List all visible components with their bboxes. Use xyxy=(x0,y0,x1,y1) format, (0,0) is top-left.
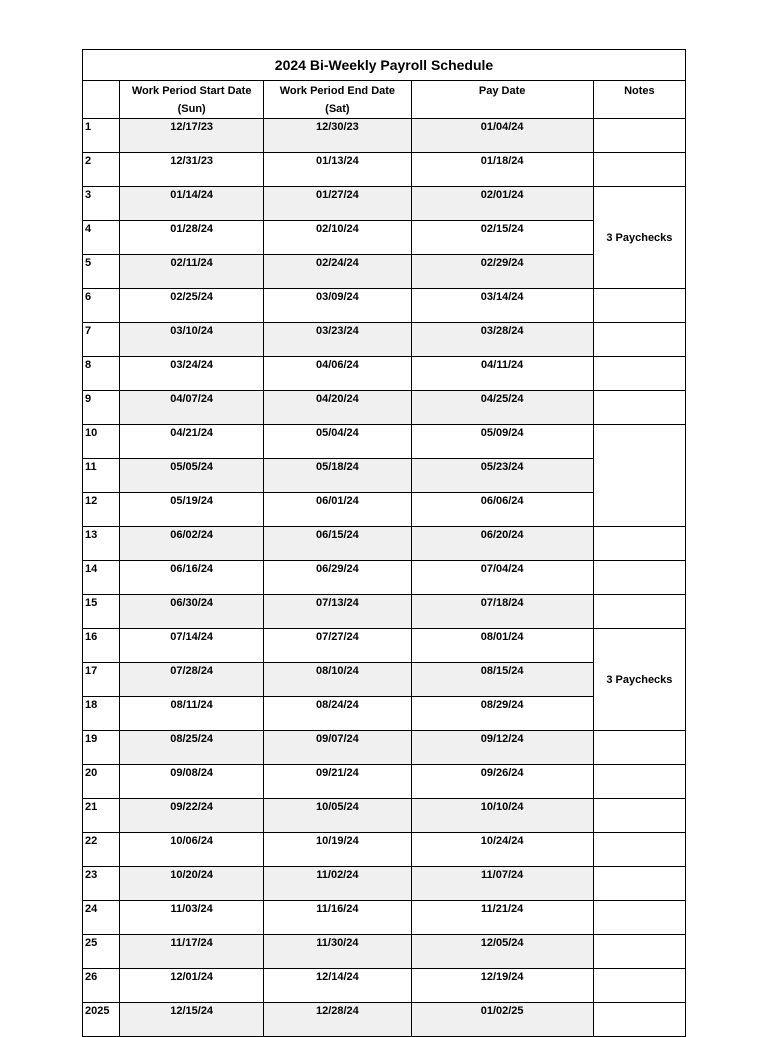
end-date-cell: 11/02/24 xyxy=(264,867,411,901)
pay-date-cell: 02/29/24 xyxy=(411,255,593,289)
end-date-cell: 05/04/24 xyxy=(264,425,411,459)
end-date-cell: 02/24/24 xyxy=(264,255,411,289)
table-row xyxy=(83,357,686,391)
end-date-cell: 03/23/24 xyxy=(264,323,411,357)
pay-date-cell: 08/29/24 xyxy=(411,697,593,731)
pay-date-cell: 03/28/24 xyxy=(411,323,593,357)
end-date-cell: 01/13/24 xyxy=(264,153,411,187)
end-date-cell: 06/15/24 xyxy=(264,527,411,561)
table-row xyxy=(83,187,686,221)
end-date-cell: 10/05/24 xyxy=(264,799,411,833)
pay-date-cell: 05/09/24 xyxy=(411,425,593,459)
header-end-date xyxy=(264,81,411,119)
start-date-cell: 07/14/24 xyxy=(120,629,264,663)
notes-cell: 3 Paychecks xyxy=(593,629,685,731)
row-number-cell: 2 xyxy=(83,153,120,187)
start-date-cell: 02/25/24 xyxy=(120,289,264,323)
start-date-cell: 10/20/24 xyxy=(120,867,264,901)
pay-date-cell: 04/11/24 xyxy=(411,357,593,391)
header-notes: Notes xyxy=(593,81,685,119)
pay-date-cell: 02/01/24 xyxy=(411,187,593,221)
row-number-cell: 11 xyxy=(83,459,120,493)
start-date-cell: 06/16/24 xyxy=(120,561,264,595)
start-date-cell: 07/28/24 xyxy=(120,663,264,697)
row-number-cell: 7 xyxy=(83,323,120,357)
table-row xyxy=(83,391,686,425)
start-date-cell: 03/24/24 xyxy=(120,357,264,391)
row-number-cell: 22 xyxy=(83,833,120,867)
notes-cell xyxy=(593,901,685,935)
page-title: 2024 Bi-Weekly Payroll Schedule xyxy=(83,50,686,81)
pay-date-cell: 02/15/24 xyxy=(411,221,593,255)
notes-cell xyxy=(593,935,685,969)
row-number-cell: 21 xyxy=(83,799,120,833)
header-end-line2: (Sat) xyxy=(325,103,350,115)
notes-cell xyxy=(593,1003,685,1037)
pay-date-cell: 01/04/24 xyxy=(411,119,593,153)
table-row xyxy=(83,119,686,153)
row-number-cell: 1 xyxy=(83,119,120,153)
header-row-number xyxy=(83,81,120,119)
row-number-cell: 15 xyxy=(83,595,120,629)
row-number-cell: 19 xyxy=(83,731,120,765)
end-date-cell: 01/27/24 xyxy=(264,187,411,221)
table-row xyxy=(83,765,686,799)
notes-cell xyxy=(593,391,685,425)
table-row xyxy=(83,595,686,629)
end-date-cell: 04/06/24 xyxy=(264,357,411,391)
end-date-cell: 08/24/24 xyxy=(264,697,411,731)
row-number-cell: 3 xyxy=(83,187,120,221)
start-date-cell: 05/05/24 xyxy=(120,459,264,493)
end-date-cell: 05/18/24 xyxy=(264,459,411,493)
table-row xyxy=(83,527,686,561)
start-date-cell: 05/19/24 xyxy=(120,493,264,527)
pay-date-cell: 03/14/24 xyxy=(411,289,593,323)
row-number-cell: 9 xyxy=(83,391,120,425)
start-date-cell: 09/08/24 xyxy=(120,765,264,799)
row-number-cell: 8 xyxy=(83,357,120,391)
end-date-cell: 03/09/24 xyxy=(264,289,411,323)
notes-cell xyxy=(593,561,685,595)
header-start-line1: Work Period Start Date xyxy=(131,85,252,97)
table-row xyxy=(83,153,686,187)
row-number-cell: 24 xyxy=(83,901,120,935)
row-number-cell: 16 xyxy=(83,629,120,663)
pay-date-cell: 07/18/24 xyxy=(411,595,593,629)
table-row xyxy=(83,901,686,935)
end-date-cell: 04/20/24 xyxy=(264,391,411,425)
notes-cell xyxy=(593,119,685,153)
pay-date-cell: 12/19/24 xyxy=(411,969,593,1003)
start-date-cell: 08/25/24 xyxy=(120,731,264,765)
row-number-cell: 25 xyxy=(83,935,120,969)
notes-cell xyxy=(593,731,685,765)
start-date-cell: 11/03/24 xyxy=(120,901,264,935)
start-date-cell: 09/22/24 xyxy=(120,799,264,833)
table-row xyxy=(83,323,686,357)
table-row xyxy=(83,1003,686,1037)
table-row xyxy=(83,867,686,901)
table-row xyxy=(83,425,686,459)
start-date-cell: 12/01/24 xyxy=(120,969,264,1003)
end-date-cell: 07/13/24 xyxy=(264,595,411,629)
end-date-cell: 02/10/24 xyxy=(264,221,411,255)
start-date-cell: 01/14/24 xyxy=(120,187,264,221)
notes-cell xyxy=(593,867,685,901)
pay-date-cell: 07/04/24 xyxy=(411,561,593,595)
pay-date-cell: 09/12/24 xyxy=(411,731,593,765)
row-number-cell: 4 xyxy=(83,221,120,255)
end-date-cell: 11/30/24 xyxy=(264,935,411,969)
start-date-cell: 12/15/24 xyxy=(120,1003,264,1037)
start-date-cell: 06/02/24 xyxy=(120,527,264,561)
end-date-cell: 12/14/24 xyxy=(264,969,411,1003)
start-date-cell: 02/11/24 xyxy=(120,255,264,289)
row-number-cell: 18 xyxy=(83,697,120,731)
table-row xyxy=(83,629,686,663)
row-number-cell: 5 xyxy=(83,255,120,289)
end-date-cell: 07/27/24 xyxy=(264,629,411,663)
pay-date-cell: 09/26/24 xyxy=(411,765,593,799)
row-number-cell: 17 xyxy=(83,663,120,697)
notes-cell: 3 Paychecks xyxy=(593,187,685,289)
notes-cell xyxy=(593,799,685,833)
pay-date-cell: 08/01/24 xyxy=(411,629,593,663)
notes-cell xyxy=(593,595,685,629)
notes-cell xyxy=(593,153,685,187)
row-number-cell: 26 xyxy=(83,969,120,1003)
start-date-cell: 11/17/24 xyxy=(120,935,264,969)
row-number-cell: 12 xyxy=(83,493,120,527)
start-date-cell: 04/21/24 xyxy=(120,425,264,459)
notes-cell xyxy=(593,527,685,561)
header-pay-date: Pay Date xyxy=(411,81,593,119)
end-date-cell: 06/29/24 xyxy=(264,561,411,595)
start-date-cell: 10/06/24 xyxy=(120,833,264,867)
start-date-cell: 04/07/24 xyxy=(120,391,264,425)
pay-date-cell: 08/15/24 xyxy=(411,663,593,697)
pay-date-cell: 04/25/24 xyxy=(411,391,593,425)
pay-date-cell: 11/07/24 xyxy=(411,867,593,901)
row-number-cell: 10 xyxy=(83,425,120,459)
start-date-cell: 01/28/24 xyxy=(120,221,264,255)
row-number-cell: 20 xyxy=(83,765,120,799)
pay-date-cell: 10/10/24 xyxy=(411,799,593,833)
pay-date-cell: 11/21/24 xyxy=(411,901,593,935)
notes-cell xyxy=(593,833,685,867)
end-date-cell: 09/21/24 xyxy=(264,765,411,799)
pay-date-cell: 01/02/25 xyxy=(411,1003,593,1037)
end-date-cell: 06/01/24 xyxy=(264,493,411,527)
notes-cell xyxy=(593,323,685,357)
end-date-cell: 10/19/24 xyxy=(264,833,411,867)
start-date-cell: 08/11/24 xyxy=(120,697,264,731)
pay-date-cell: 10/24/24 xyxy=(411,833,593,867)
notes-cell xyxy=(593,425,685,527)
table-row xyxy=(83,799,686,833)
notes-cell xyxy=(593,357,685,391)
pay-date-cell: 05/23/24 xyxy=(411,459,593,493)
table-row xyxy=(83,561,686,595)
pay-date-cell: 12/05/24 xyxy=(411,935,593,969)
row-number-cell: 23 xyxy=(83,867,120,901)
start-date-cell: 12/31/23 xyxy=(120,153,264,187)
start-date-cell: 12/17/23 xyxy=(120,119,264,153)
end-date-cell: 08/10/24 xyxy=(264,663,411,697)
row-number-cell: 13 xyxy=(83,527,120,561)
header-end-line1: Work Period End Date xyxy=(279,85,396,97)
header-start-date xyxy=(120,81,264,119)
end-date-cell: 09/07/24 xyxy=(264,731,411,765)
table-row xyxy=(83,833,686,867)
notes-cell xyxy=(593,969,685,1003)
payroll-table xyxy=(82,49,686,1037)
pay-date-cell: 06/06/24 xyxy=(411,493,593,527)
end-date-cell: 12/28/24 xyxy=(264,1003,411,1037)
start-date-cell: 06/30/24 xyxy=(120,595,264,629)
row-number-cell: 2025 xyxy=(83,1003,120,1037)
end-date-cell: 12/30/23 xyxy=(264,119,411,153)
table-row xyxy=(83,935,686,969)
payroll-schedule-sheet xyxy=(82,49,686,1037)
table-row xyxy=(83,969,686,1003)
pay-date-cell: 06/20/24 xyxy=(411,527,593,561)
table-row xyxy=(83,289,686,323)
end-date-cell: 11/16/24 xyxy=(264,901,411,935)
pay-date-cell: 01/18/24 xyxy=(411,153,593,187)
notes-cell xyxy=(593,289,685,323)
start-date-cell: 03/10/24 xyxy=(120,323,264,357)
row-number-cell: 6 xyxy=(83,289,120,323)
row-number-cell: 14 xyxy=(83,561,120,595)
table-row xyxy=(83,731,686,765)
header-start-line2: (Sun) xyxy=(177,103,206,115)
notes-cell xyxy=(593,765,685,799)
